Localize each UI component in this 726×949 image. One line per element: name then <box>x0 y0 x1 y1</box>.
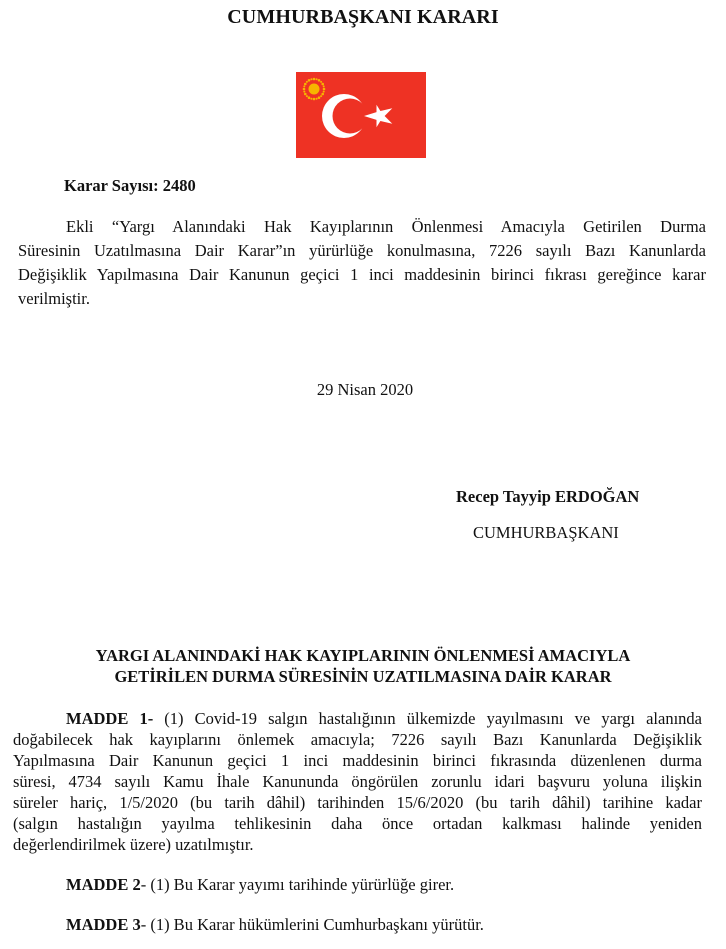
article-line: (salgın hastalığın yayılma tehlikesinin daha önce ortadan kalkması halinde yeniden <box>13 814 702 833</box>
article-line: değerlendirilmek üzere) uzatılmıştır. <box>13 835 254 854</box>
signer-name: Recep Tayyip ERDOĞAN <box>456 487 640 506</box>
article-text: - (1) Bu Karar hükümlerini Cumhurbaşkanı yürütür. <box>140 915 484 934</box>
article-label: MADDE 1- <box>66 709 154 728</box>
signer-title: CUMHURBAŞKANI <box>473 523 619 542</box>
article-line: Yapılmasına Dair Kanunun geçici 1 inci maddesinin birinci fıkrasında düzenlenen durma <box>13 751 702 770</box>
article-label: MADDE 3 <box>66 915 141 934</box>
intro-line: Süresinin Uzatılmasına Dair Karar”ın yürürlüğe konulmasına, 7226 sayılı Bazı Kanunlarda <box>18 241 706 260</box>
decision-number: Karar Sayısı: 2480 <box>64 176 196 195</box>
article-line: doğabilecek hak kayıplarını önlemek amacıyla; 7226 sayılı Bazı Kanunlarda Değişiklik <box>13 730 702 749</box>
article-text: - (1) Bu Karar yayımı tarihinde yürürlüğe girer. <box>140 875 455 894</box>
intro-line: verilmiştir. <box>18 289 90 308</box>
annex-title-line: YARGI ALANINDAKİ HAK KAYIPLARININ ÖNLENMESİ AMACIYLA <box>95 646 631 665</box>
decision-date: 29 Nisan 2020 <box>316 380 414 399</box>
article-3 <box>66 914 484 935</box>
article-text: (1) Covid-19 salgın hastalığının ülkemizde yayılmasını ve yargı alanında <box>153 709 702 728</box>
article-line <box>66 708 702 729</box>
intro-line: Değişiklik Yapılmasına Dair Kanunun geçici 1 inci maddesinin birinci fıkrası gereğince karar <box>18 265 706 284</box>
intro-line: Ekli “Yargı Alanındaki Hak Kayıplarının Önlenmesi Amacıyla Getirilen Durma <box>66 217 706 236</box>
presidential-flag-icon <box>296 72 426 158</box>
annex-title-line: GETİRİLEN DURMA SÜRESİNİN UZATILMASINA DAİR KARAR <box>114 667 612 686</box>
article-2 <box>66 874 454 895</box>
article-line: süreler hariç, 1/5/2020 (bu tarih dâhil) tarihinden 15/6/2020 (bu tarih dâhil) tarihine kadar <box>13 793 702 812</box>
article-line: süresi, 4734 sayılı Kamu İhale Kanununda öngörülen zorunlu idari başvuru yoluna ilişkin <box>13 772 702 791</box>
document-title: CUMHURBAŞKANI KARARI <box>227 6 499 28</box>
article-label: MADDE 2 <box>66 875 141 894</box>
